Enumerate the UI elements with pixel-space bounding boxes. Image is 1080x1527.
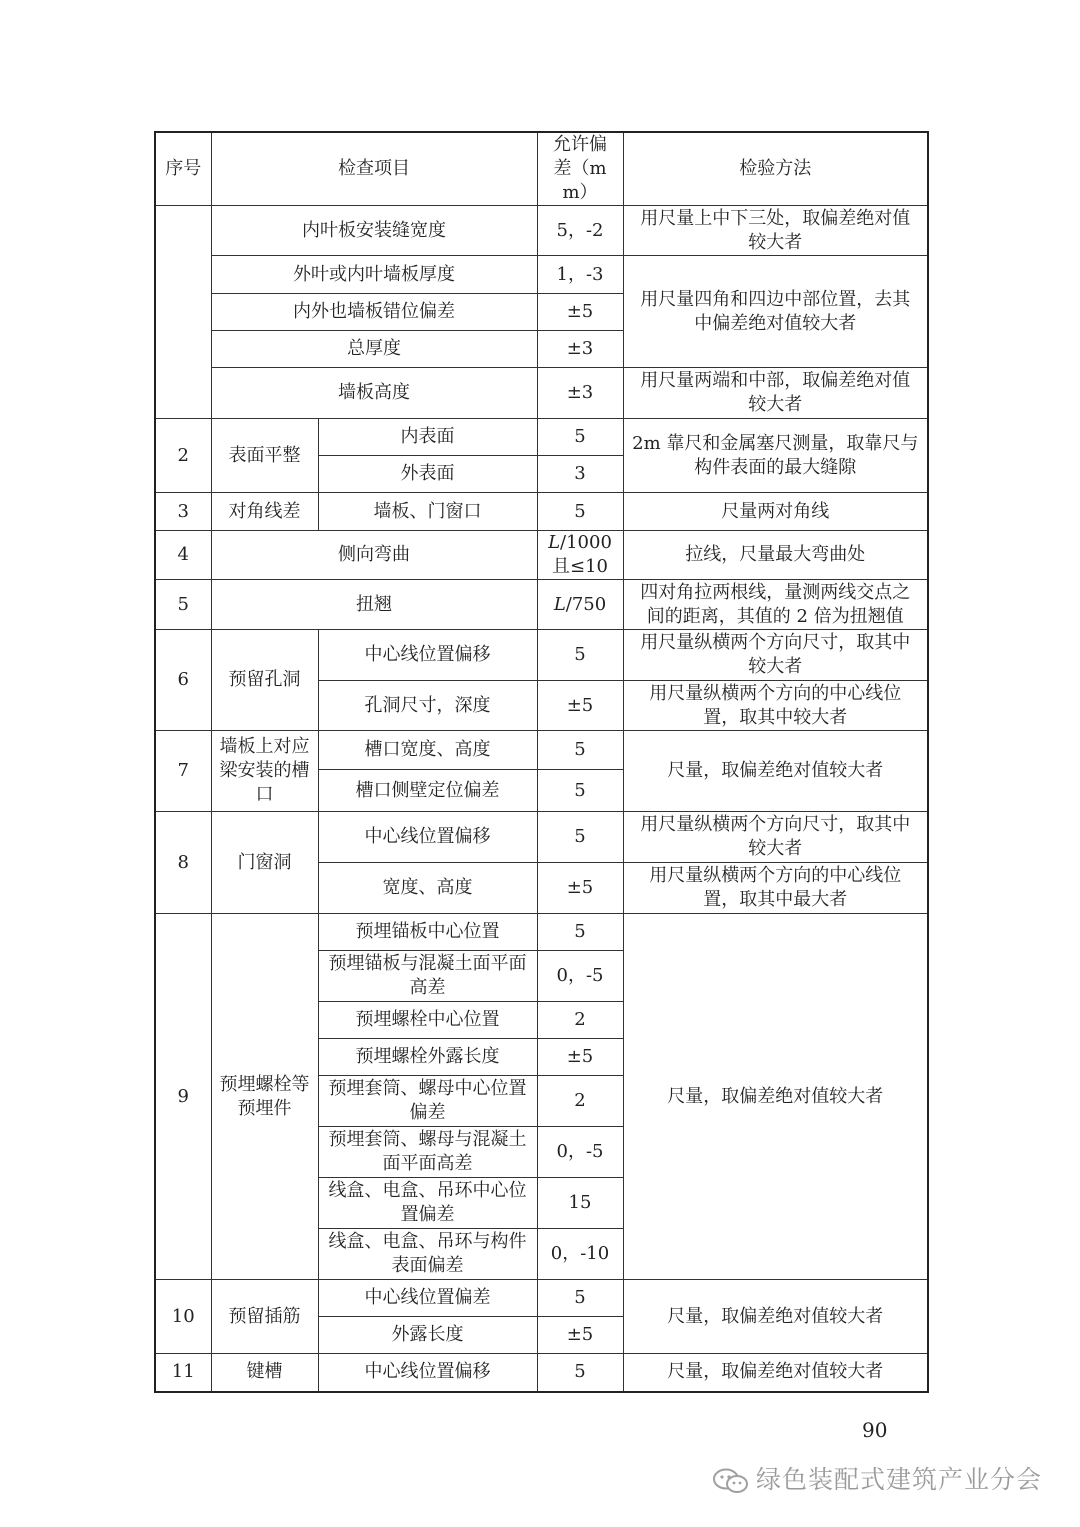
wechat-icon: [712, 1467, 750, 1495]
tolerance-cell: 0，-5: [537, 951, 623, 1002]
row-no: 7: [155, 731, 211, 812]
tolerance-cell: 2: [537, 1002, 623, 1039]
row-no: 9: [155, 914, 211, 1280]
table-row: [155, 812, 928, 863]
table-row: [155, 419, 928, 456]
row-no: 4: [155, 531, 211, 580]
tolerance-cell: 1，-3: [537, 256, 623, 294]
item-cell: 孔洞尺寸，深度: [318, 681, 537, 731]
item-cell: 总厚度: [211, 331, 537, 368]
row-no: 2: [155, 419, 211, 493]
method-cell: 尺量，取偏差绝对值较大者: [623, 1354, 928, 1392]
item-cell: 内表面: [318, 419, 537, 456]
tolerance-cell: 3: [537, 456, 623, 493]
method-cell: 四对角拉两根线，量测两线交点之间的距离，其值的 2 倍为扭翘值: [623, 580, 928, 630]
tolerance-cell: 5: [537, 914, 623, 951]
tolerance-cell: 0，-10: [537, 1229, 623, 1280]
group-cell: 门窗洞: [211, 812, 318, 914]
group-cell: 表面平整: [211, 419, 318, 493]
item-cell: 预埋锚板中心位置: [318, 914, 537, 951]
tolerance-cell: ±3: [537, 368, 623, 419]
group-cell: 预埋螺栓等预埋件: [211, 914, 318, 1280]
table-row: [155, 914, 928, 951]
tolerance-cell: ±5: [537, 1039, 623, 1076]
item-cell: 线盒、电盒、吊环与构件表面偏差: [318, 1229, 537, 1280]
method-cell: 2m 靠尺和金属塞尺测量，取靠尺与构件表面的最大缝隙: [623, 419, 928, 493]
item-cell: 墙板、门窗口: [318, 493, 537, 531]
tolerance-cell: 5: [537, 812, 623, 863]
row-no: 10: [155, 1280, 211, 1354]
row-no-1: [155, 206, 211, 419]
tolerance-cell: 5: [537, 770, 623, 812]
table-row: [155, 731, 928, 770]
tolerance-cell: 5: [537, 1354, 623, 1392]
tolerance-cell: 5: [537, 1280, 623, 1317]
table-row: [155, 493, 928, 531]
group-cell: 键槽: [211, 1354, 318, 1392]
tolerance-cell: 0，-5: [537, 1127, 623, 1178]
tolerance-cell: 5: [537, 731, 623, 770]
table-row: [155, 206, 928, 256]
item-cell: 中心线位置偏移: [318, 812, 537, 863]
table-row: [155, 1280, 928, 1317]
item-cell: 侧向弯曲: [211, 531, 537, 580]
watermark: [712, 1460, 1042, 1496]
tolerance-cell: 5: [537, 493, 623, 531]
row-no: 5: [155, 580, 211, 630]
item-cell: 内叶板安装缝宽度: [211, 206, 537, 256]
item-cell: 外表面: [318, 456, 537, 493]
group-cell: 预留孔洞: [211, 630, 318, 731]
item-cell: 中心线位置偏移: [318, 1354, 537, 1392]
method-cell: 用尺量纵横两个方向的中心线位置，取其中最大者: [623, 863, 928, 914]
header-item: 检查项目: [211, 132, 537, 206]
table-row: [155, 256, 928, 294]
watermark-text: 绿色装配式建筑产业分会: [756, 1465, 1043, 1494]
page-number: 90: [862, 1418, 888, 1442]
tolerance-cell: 5: [537, 419, 623, 456]
header-method: 检验方法: [623, 132, 928, 206]
tolerance-cell: L/1000 且≤10: [537, 531, 623, 580]
row-no: 8: [155, 812, 211, 914]
item-cell: 槽口宽度、高度: [318, 731, 537, 770]
item-cell: 内外也墙板错位偏差: [211, 294, 537, 331]
table-row: [155, 531, 928, 580]
method-cell: 尺量两对角线: [623, 493, 928, 531]
method-cell: 拉线，尺量最大弯曲处: [623, 531, 928, 580]
tolerance-cell: 15: [537, 1178, 623, 1229]
header-tolerance: 允许偏 差（mm）: [537, 132, 623, 206]
item-cell: 线盒、电盒、吊环中心位置偏差: [318, 1178, 537, 1229]
method-cell: 用尺量两端和中部，取偏差绝对值较大者: [623, 368, 928, 419]
item-cell: 槽口侧壁定位偏差: [318, 770, 537, 812]
item-cell: 预埋螺栓中心位置: [318, 1002, 537, 1039]
method-cell: 用尺量纵横两个方向尺寸，取其中较大者: [623, 812, 928, 863]
method-cell: 用尺量纵横两个方向尺寸，取其中较大者: [623, 630, 928, 681]
group-cell: 对角线差: [211, 493, 318, 531]
table-row: [155, 630, 928, 681]
group-cell: 预留插筋: [211, 1280, 318, 1354]
table-header-row: [155, 132, 928, 206]
tolerance-cell: L/750: [537, 580, 623, 630]
item-cell: 外叶或内叶墙板厚度: [211, 256, 537, 294]
method-cell: 用尺量四角和四边中部位置，去其中偏差绝对值较大者: [623, 256, 928, 368]
tolerance-cell: 5: [537, 630, 623, 681]
method-cell: 尺量，取偏差绝对值较大者: [623, 1280, 928, 1354]
method-cell: 用尺量上中下三处，取偏差绝对值较大者: [623, 206, 928, 256]
tolerance-cell: ±5: [537, 681, 623, 731]
item-cell: 预埋套筒、螺母中心位置偏差: [318, 1076, 537, 1127]
inspection-table: [154, 131, 929, 1393]
item-cell: 墙板高度: [211, 368, 537, 419]
table-row: [155, 368, 928, 419]
method-cell: 尺量，取偏差绝对值较大者: [623, 731, 928, 812]
item-cell: 扭翘: [211, 580, 537, 630]
method-cell: 尺量，取偏差绝对值较大者: [623, 914, 928, 1280]
tolerance-cell: ±5: [537, 863, 623, 914]
table-row: [155, 1354, 928, 1392]
row-no: 3: [155, 493, 211, 531]
tolerance-cell: 2: [537, 1076, 623, 1127]
item-cell: 预埋套筒、螺母与混凝土面平面高差: [318, 1127, 537, 1178]
tolerance-cell: 5，-2: [537, 206, 623, 256]
table-row: [155, 580, 928, 630]
item-cell: 中心线位置偏移: [318, 630, 537, 681]
item-cell: 宽度、高度: [318, 863, 537, 914]
item-cell: 预埋螺栓外露长度: [318, 1039, 537, 1076]
tolerance-cell: ±5: [537, 294, 623, 331]
item-cell: 外露长度: [318, 1317, 537, 1354]
item-cell: 预埋锚板与混凝土面平面高差: [318, 951, 537, 1002]
group-cell: 墙板上对应梁安装的槽口: [211, 731, 318, 812]
header-no: 序号: [155, 132, 211, 206]
tolerance-cell: ±5: [537, 1317, 623, 1354]
row-no: 6: [155, 630, 211, 731]
method-cell: 用尺量纵横两个方向的中心线位置，取其中较大者: [623, 681, 928, 731]
tolerance-cell: ±3: [537, 331, 623, 368]
item-cell: 中心线位置偏差: [318, 1280, 537, 1317]
row-no: 11: [155, 1354, 211, 1392]
